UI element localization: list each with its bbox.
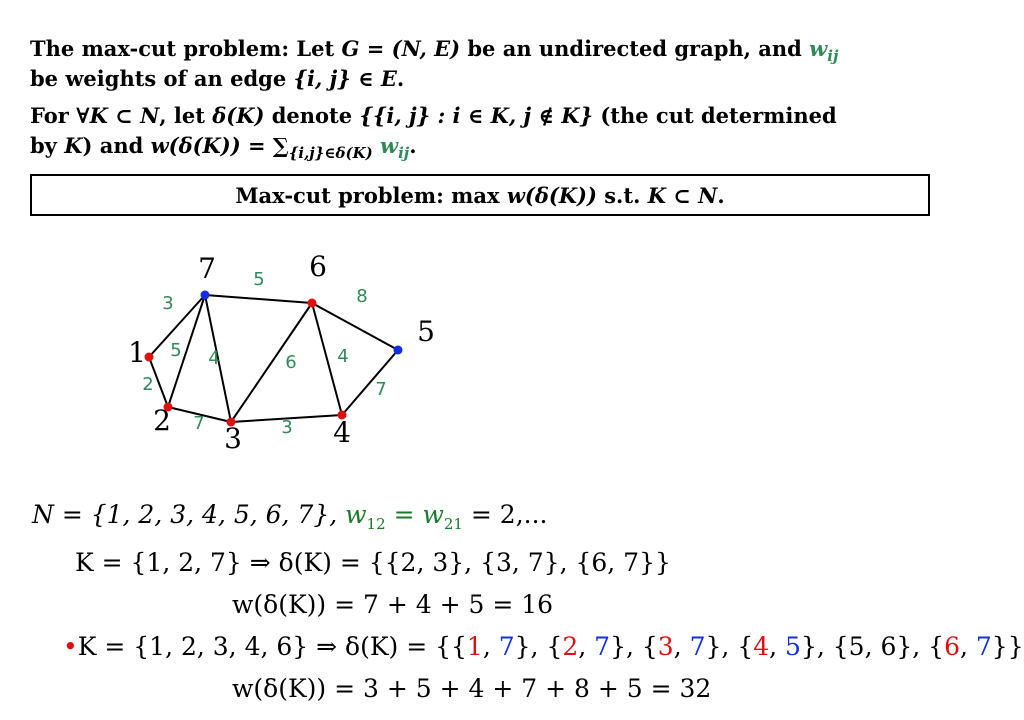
example-text: w(δ(K)) = 3 + 5 + 4 + 7 + 8 + 5 = 32: [232, 674, 712, 703]
edge-weight-3-4: 3: [281, 417, 293, 438]
node-7: [201, 291, 210, 300]
definition-math-sub: {i,j}∈δ(K): [288, 144, 373, 163]
example-text: w(δ(K)) = 7 + 4 + 5 = 16: [232, 590, 554, 619]
node-label-5: 5: [417, 315, 435, 348]
edge-3-6: [231, 303, 312, 422]
cut-node-out-k: 7: [498, 632, 515, 661]
node-6: [308, 299, 317, 308]
example-text: }}: [991, 632, 1024, 661]
definition-math: w(δ(K)) = ∑: [150, 133, 289, 158]
example-text: }, {: [705, 632, 754, 661]
definition-math-weight: w: [372, 133, 399, 158]
edge-weight-1-2: 2: [142, 374, 154, 395]
edge-weight-2-7: 5: [170, 340, 182, 361]
example-text: K = {1, 2, 7} ⇒ δ(K) = {{2, 3}, {3, 7}, {6, 7}}: [75, 548, 671, 577]
cut-node-out-k: 7: [975, 632, 992, 661]
cut-node-in-k: 6: [944, 632, 960, 661]
definition-text: .: [409, 133, 417, 158]
definition-text: be weights of an edge: [30, 66, 294, 91]
node-label-4: 4: [333, 416, 351, 449]
edge-weight-6-5: 8: [356, 286, 368, 307]
example-line-5: [232, 674, 711, 704]
example-text: = 2,...: [462, 500, 548, 529]
definition-text: be an undirected graph, and: [460, 36, 810, 61]
definition-text: denote: [264, 103, 360, 128]
node-label-1: 1: [128, 336, 146, 369]
example-weight-sub: 12: [366, 515, 386, 533]
edge-5-4: [342, 350, 398, 415]
example-weight: w: [345, 500, 367, 529]
edge-weight-6-4: 4: [337, 346, 349, 367]
definition-math: δ(K): [212, 103, 265, 128]
example-line-3: [232, 590, 553, 620]
definition-text: .: [396, 66, 405, 91]
example-weight: = w: [385, 500, 444, 529]
edge-weight-7-6: 5: [253, 269, 265, 290]
problem-math: w(δ(K)): [506, 183, 597, 208]
edge-weight-2-3: 7: [193, 413, 205, 434]
node-label-3: 3: [224, 422, 242, 455]
cut-node-out-k: 7: [689, 632, 706, 661]
example-text: }, {: [610, 632, 658, 661]
definition-math: K ⊂ N: [89, 103, 160, 128]
problem-text: .: [717, 183, 725, 208]
definition-text: For ∀: [30, 103, 90, 128]
edge-6-5: [312, 303, 398, 350]
definition-text: , let: [159, 103, 213, 128]
edge-weight-3-6: 6: [285, 352, 297, 373]
cut-node-in-k: 1: [466, 632, 483, 661]
cut-node-out-k: 5: [785, 632, 801, 661]
cut-node-in-k: 2: [562, 632, 579, 661]
definition-text: (the cut determined: [593, 103, 837, 128]
definition-math: {{i, j} : i ∈ K, j ∉ K}: [359, 103, 594, 128]
node-5: [394, 346, 403, 355]
definition-text: The max-cut problem: Let: [30, 36, 342, 61]
edge-7-6: [205, 295, 312, 303]
node-label-2: 2: [153, 404, 171, 437]
edge-weight-7-3: 4: [208, 348, 220, 369]
node-label-7: 7: [198, 252, 216, 285]
example-line-2: [75, 548, 671, 578]
example-text: }, {5, 6}, {: [800, 632, 945, 661]
definition-math: {i, j} ∈ E: [293, 66, 397, 91]
problem-text: s.t.: [596, 183, 648, 208]
definition-math-sub: ij: [827, 47, 839, 66]
cut-node-in-k: 3: [657, 632, 674, 661]
example-line-4: •K = {1, 2, 3, 4, 6} ⇒ δ(K) = {{1, 7}, {2, 7}, {3, 7}, {4, 5}, {5, 6}, {6, 7}}: [63, 632, 1024, 661]
definition-math: G = (N, E): [341, 36, 461, 61]
problem-text: Max-cut problem: max: [235, 183, 507, 208]
definition-text: by: [30, 133, 65, 158]
definition-math-weight: w: [809, 36, 828, 61]
example-text: }, {: [514, 632, 563, 661]
definition-text: ) and: [82, 133, 151, 158]
node-label-6: 6: [309, 250, 327, 283]
bullet: •: [63, 632, 78, 661]
definition-math-sub: ij: [398, 144, 410, 163]
example-weight-sub: 21: [443, 515, 463, 533]
definition-math: K: [64, 133, 83, 158]
edge-weight-1-7: 3: [162, 293, 174, 314]
example-line-1: [32, 500, 548, 539]
example-text: N = {1, 2, 3, 4, 5, 6, 7},: [32, 500, 346, 529]
cut-node-in-k: 4: [753, 632, 770, 661]
cut-node-out-k: 7: [594, 632, 611, 661]
edge-weight-5-4: 7: [375, 379, 387, 400]
problem-math: K ⊂ N: [647, 183, 718, 208]
example-text: K = {1, 2, 3, 4, 6} ⇒ δ(K) = {{: [77, 632, 467, 661]
